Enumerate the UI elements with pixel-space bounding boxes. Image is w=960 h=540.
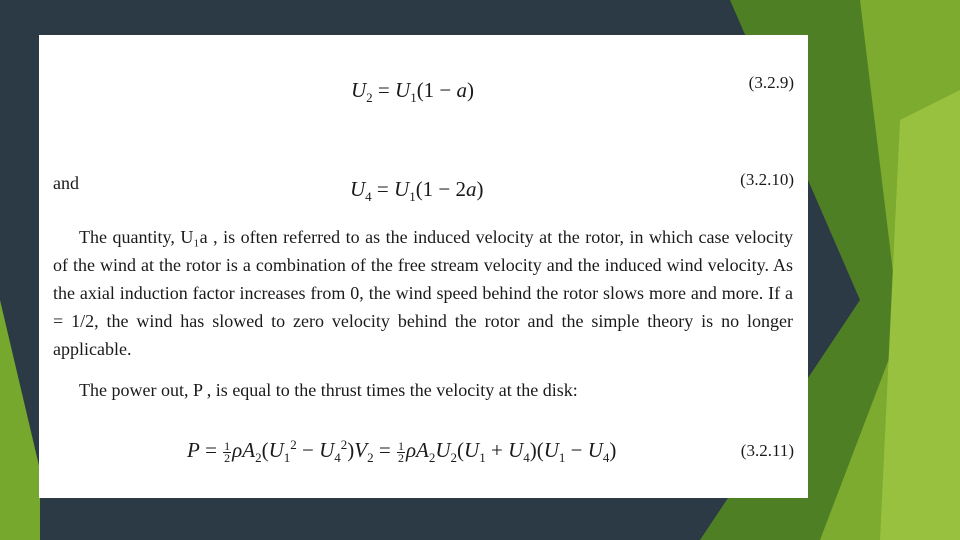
document-page (39, 35, 808, 498)
paragraph: The quantity, U₁a , is often referred to as the induced velocity at the rotor, in which case velocity of the wind at the rotor is a combination of the free stream velocity and the induced wind velocity. As the axial induction factor increases from 0, the wind speed behind the rotor slows more and more. If a = 1/2, the wind has slowed to zero velocity behind the rotor and the simple theory is no longer applicable. (53, 227, 793, 359)
equation-3-2-11: P = $\frac{1}{2}$ $\rho A_2(U_1^2 - U_4^2)V_2$ = $\frac{1}{2}$ $\rho A_2U_2(U_1 + U_4)(U_1 - U_4)$ (187, 437, 617, 465)
equation-3-2-9: $U_2 = U_1(1 - a)$ (351, 78, 475, 105)
equation-prefix: and (53, 173, 79, 193)
paragraph: The power out, P , is equal to the thrust times the velocity at the disk: (79, 380, 578, 400)
equation-number: (3.2.11) (740, 441, 794, 460)
equation-3-2-10: $U_4 = U_1(1 - 2a)$ (350, 177, 484, 204)
equation-number: (3.2.10) (740, 170, 794, 189)
equation-number: (3.2.9) (748, 73, 794, 92)
